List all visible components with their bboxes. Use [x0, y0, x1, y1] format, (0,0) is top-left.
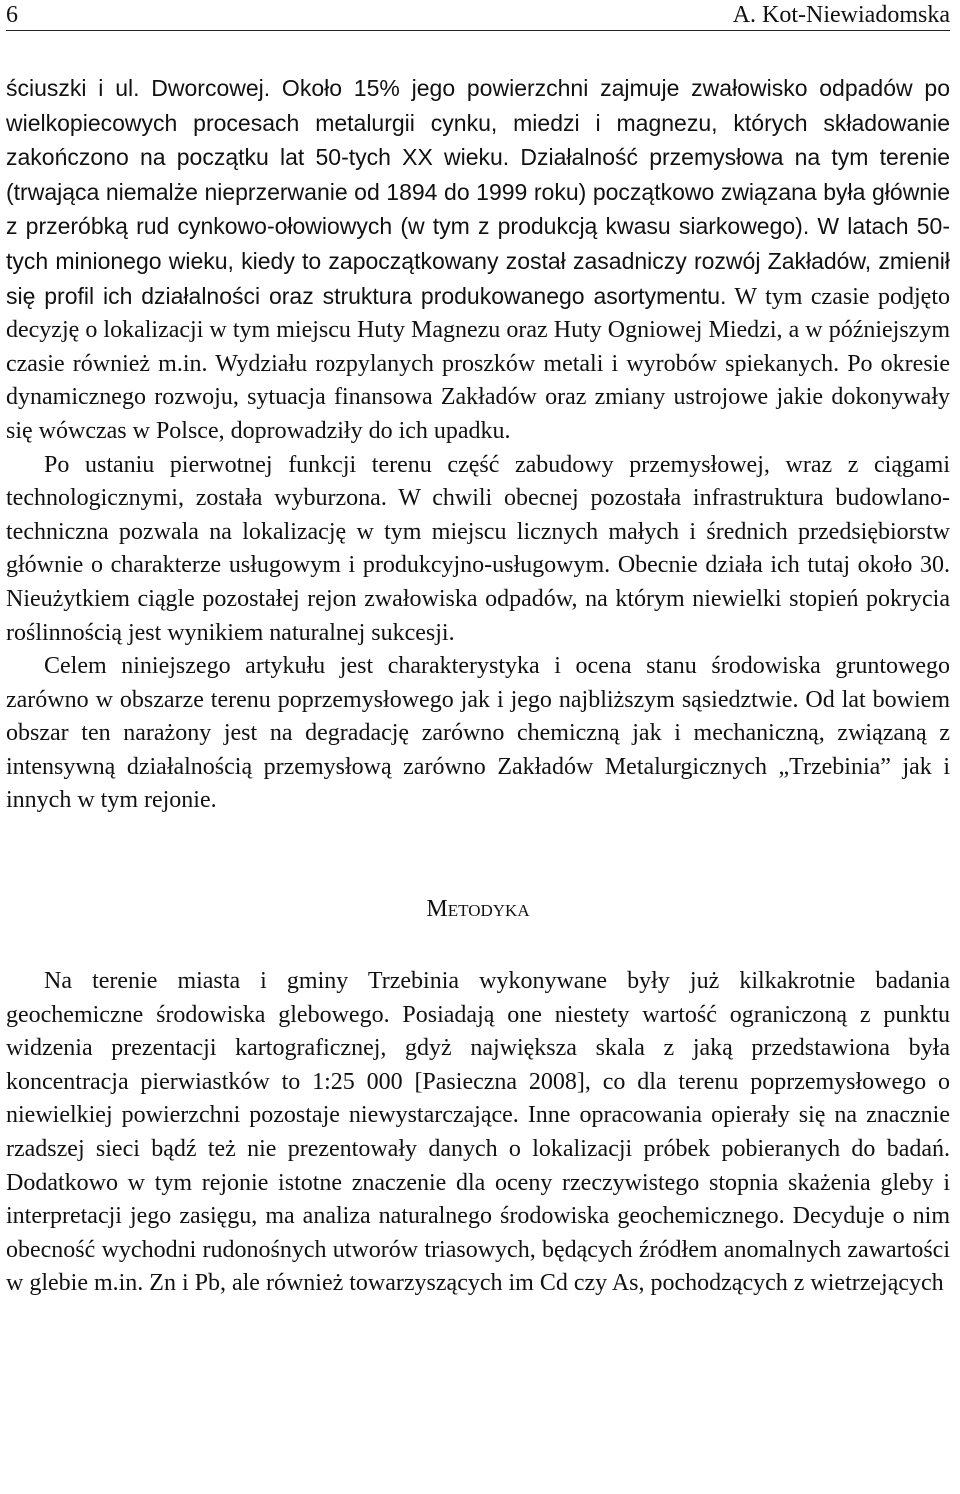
paragraph-2: Po ustaniu pierwotnej funkcji terenu część zabudowy przemysłowej, wraz z ciągami technologicznymi, została wyburzona. W chwili obecnej pozostała infrastruktura budowlano-techniczna pozwala na lokalizację w tym miejscu licznych małych i średnich przedsiębiorstw głównie o charakterze usługowym i produkcyjno-usługowym. Obecnie działa ich tutaj około 30. Nieużytkiem ciągle pozostałej rejon zwałowiska odpadów, na którym niewielki stopień pokrycia roślinnością jest wynikiem naturalnej sukcesji.: [6, 451, 950, 646]
page-number: 6: [6, 2, 18, 28]
body-text: [6, 72, 950, 1301]
paragraph-3: Celem niniejszego artykułu jest charakterystyka i ocena stanu środowiska gruntowego zarówno w obszarze terenu poprzemysłowego jak i jego najbliższym sąsiedztwie. Od lat bowiem obszar ten narażony jest na degradację zarówno chemiczną jak i mechaniczną, związaną z intensywną działalnością przemysłową zarówno Zakładów Metalurgicznych „Trzebinia” jak i innych w tym rejonie.: [6, 653, 950, 814]
page-header: [6, 0, 950, 31]
document-page: [6, 0, 950, 1301]
section-heading-methodology: Metodyka: [426, 896, 530, 923]
paragraph-methodology: Na terenie miasta i gminy Trzebinia wykonywane były już kilkakrotnie badania geochemiczne środowiska glebowego. Posiadają one niestety wartość ograniczoną z punktu widzenia prezentacji kartograficznej, gdyż największa skala z jaką przedstawiona była koncentracja pierwiastków to 1:25 000 [Pasieczna 2008], co dla terenu poprzemysłowego o niewielkiej powierzchni pozostaje niewystarczające. Inne opracowania opierały się na znacznie rzadszej sieci bądź też nie prezentowały danych o lokalizacji próbek pobieranych do badań. Dodatkowo w tym rejonie istotne znaczenie dla oceny rzeczywistego stopnia skażenia gleby i interpretacji jego zasięgu, ma analiza naturalnego środowiska geochemicznego. Decyduje o nim obecność wychodni rudonośnych utworów triasowych, będących źródłem anomalnych zawartości w glebie m.in. Zn i Pb, ale również towarzyszących im Cd czy As, pochodzących z wietrzejących: [6, 968, 950, 1297]
paragraph-1-serif-part: W tym czasie podjęto decyzję o lokalizacji w tym miejscu Huty Magnezu oraz Huty Ogniowej Miedzi, a w późniejszym czasie również m.in. Wydziału rozpylanych proszków metali i wyrobów spiekanych. Po okresie dynamicznego rozwoju, sytuacja finansowa Zakładów oraz zmiany ustrojowe jakie dokonywały się wówczas w Polsce, doprowadziły do ich upadku.: [6, 283, 950, 444]
running-head-author: A. Kot-Niewiadomska: [732, 2, 950, 28]
paragraph-1: [6, 72, 950, 449]
paragraph-1-sans-part: ściuszki i ul. Dworcowej. Około 15% jego powierzchni zajmuje zwałowisko odpadów po wielkopiecowych procesach metalurgii cynku, miedzi i magnezu, których składowanie zakończono na początku lat 50-tych XX wieku. Działalność przemysłowa na tym terenie (trwająca niemalże nieprzerwanie od 1894 do 1999 roku) początkowo związana była głównie z przeróbką rud cynkowo-ołowiowych (w tym z produkcją kwasu siarkowego). W latach 50-tych minionego wieku, kiedy to zapoczątkowany został zasadniczy rozwój Zakładów, zmienił się profil ich działalności oraz struktura produkowanego asortymentu.: [6, 75, 950, 309]
